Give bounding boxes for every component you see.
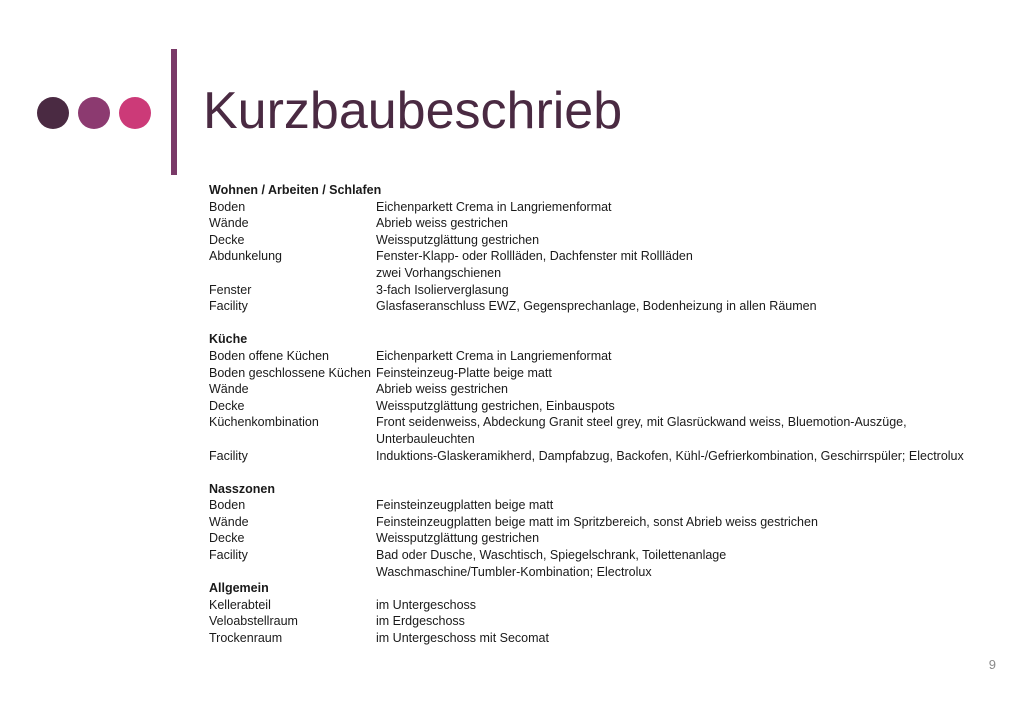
spec-values bbox=[376, 547, 999, 580]
spec-row bbox=[209, 398, 999, 415]
page-number: 9 bbox=[988, 657, 996, 672]
spec-values bbox=[376, 348, 999, 365]
spec-values bbox=[376, 232, 999, 249]
spec-values bbox=[376, 497, 999, 514]
spec-value: im Untergeschoss bbox=[376, 597, 477, 612]
description-content bbox=[209, 182, 999, 647]
spec-row bbox=[209, 298, 999, 315]
spec-label: Trockenraum bbox=[209, 631, 283, 646]
spec-value: 3-fach Isolierverglasung bbox=[376, 282, 509, 297]
spec-row bbox=[209, 497, 999, 514]
spec-values bbox=[376, 448, 999, 465]
spec-label: Boden geschlossene Küchen bbox=[209, 365, 371, 380]
spec-value: Abrieb weiss gestrichen bbox=[376, 216, 509, 231]
spec-row bbox=[209, 215, 999, 232]
spec-values bbox=[376, 414, 999, 447]
spec-row bbox=[209, 282, 999, 299]
spec-label: Kellerabteil bbox=[209, 597, 271, 612]
spec-value: Fenster-Klapp- oder Rollläden, Dachfenster mit Rollläden bbox=[376, 249, 693, 264]
spec-values bbox=[376, 248, 999, 281]
dot-dark bbox=[37, 97, 69, 129]
section bbox=[209, 481, 999, 581]
spec-value: Bad oder Dusche, Waschtisch, Spiegelschrank, Toilettenanlage bbox=[376, 548, 727, 563]
spec-values bbox=[376, 381, 999, 398]
dot-medium bbox=[78, 97, 110, 129]
spec-label: Facility bbox=[209, 448, 248, 463]
spec-values bbox=[376, 298, 999, 315]
spec-row bbox=[209, 597, 999, 614]
spec-values bbox=[376, 613, 999, 630]
spec-values bbox=[376, 630, 999, 647]
spec-values bbox=[376, 514, 999, 531]
spec-row bbox=[209, 514, 999, 531]
spec-row bbox=[209, 381, 999, 398]
spec-value: Unterbauleuchten bbox=[376, 431, 475, 446]
spec-value: Feinsteinzeug-Platte beige matt bbox=[376, 365, 552, 380]
spec-value: Glasfaseranschluss EWZ, Gegensprechanlage, Bodenheizung in allen Räumen bbox=[376, 299, 817, 314]
section-spacer bbox=[209, 315, 999, 332]
spec-value: Waschmaschine/Tumbler-Kombination; Electrolux bbox=[376, 564, 652, 579]
spec-label: Wände bbox=[209, 216, 249, 231]
spec-value: Weissputzglättung gestrichen, Einbauspots bbox=[376, 398, 615, 413]
spec-values bbox=[376, 597, 999, 614]
spec-value: zwei Vorhangschienen bbox=[376, 265, 502, 280]
section-spacer bbox=[209, 464, 999, 481]
spec-value: Eichenparkett Crema in Langriemenformat bbox=[376, 348, 612, 363]
spec-values bbox=[376, 215, 999, 232]
spec-label: Facility bbox=[209, 299, 248, 314]
dot-pink bbox=[119, 97, 151, 129]
spec-label: Wände bbox=[209, 382, 249, 397]
spec-label: Decke bbox=[209, 232, 245, 247]
spec-row bbox=[209, 348, 999, 365]
spec-values bbox=[376, 282, 999, 299]
spec-value: Eichenparkett Crema in Langriemenformat bbox=[376, 199, 612, 214]
spec-row bbox=[209, 248, 999, 281]
spec-label: Decke bbox=[209, 398, 245, 413]
spec-values bbox=[376, 530, 999, 547]
spec-values bbox=[376, 398, 999, 415]
spec-label: Fenster bbox=[209, 282, 252, 297]
spec-value: Abrieb weiss gestrichen bbox=[376, 382, 509, 397]
spec-label: Facility bbox=[209, 548, 248, 563]
spec-row bbox=[209, 630, 999, 647]
spec-label: Wände bbox=[209, 514, 249, 529]
spec-label: Abdunkelung bbox=[209, 249, 282, 264]
spec-row bbox=[209, 530, 999, 547]
spec-value: Front seidenweiss, Abdeckung Granit steel grey, mit Glasrückwand weiss, Bluemotion-Auszüge, bbox=[376, 415, 907, 430]
section bbox=[209, 331, 999, 464]
section-title: Nasszonen bbox=[209, 481, 275, 496]
spec-row bbox=[209, 199, 999, 216]
spec-row bbox=[209, 547, 999, 580]
spec-label: Decke bbox=[209, 531, 245, 546]
spec-label: Boden offene Küchen bbox=[209, 348, 330, 363]
section bbox=[209, 182, 999, 315]
spec-row bbox=[209, 613, 999, 630]
page-title: Kurzbaubeschrieb bbox=[203, 82, 623, 140]
spec-label: Boden bbox=[209, 199, 246, 214]
decorative-dots bbox=[37, 97, 151, 129]
spec-row bbox=[209, 232, 999, 249]
spec-value: im Untergeschoss mit Secomat bbox=[376, 631, 549, 646]
section bbox=[209, 580, 999, 646]
spec-label: Küchenkombination bbox=[209, 415, 319, 430]
spec-row bbox=[209, 448, 999, 465]
spec-row bbox=[209, 414, 999, 447]
title-divider-line bbox=[171, 49, 177, 175]
section-title: Küche bbox=[209, 332, 248, 347]
spec-value: Induktions-Glaskeramikherd, Dampfabzug, Backofen, Kühl-/Gefrierkombination, Geschirrspüler; Electrolux bbox=[376, 448, 964, 463]
spec-values bbox=[376, 199, 999, 216]
section-title: Allgemein bbox=[209, 581, 269, 596]
spec-value: Weissputzglättung gestrichen bbox=[376, 232, 540, 247]
spec-value: Feinsteinzeugplatten beige matt im Spritzbereich, sonst Abrieb weiss gestrichen bbox=[376, 514, 818, 529]
spec-values bbox=[376, 365, 999, 382]
spec-label: Boden bbox=[209, 498, 246, 513]
spec-value: Weissputzglättung gestrichen bbox=[376, 531, 540, 546]
spec-value: im Erdgeschoss bbox=[376, 614, 465, 629]
spec-row bbox=[209, 365, 999, 382]
spec-value: Feinsteinzeugplatten beige matt bbox=[376, 498, 554, 513]
spec-label: Veloabstellraum bbox=[209, 614, 298, 629]
section-title: Wohnen / Arbeiten / Schlafen bbox=[209, 183, 382, 197]
